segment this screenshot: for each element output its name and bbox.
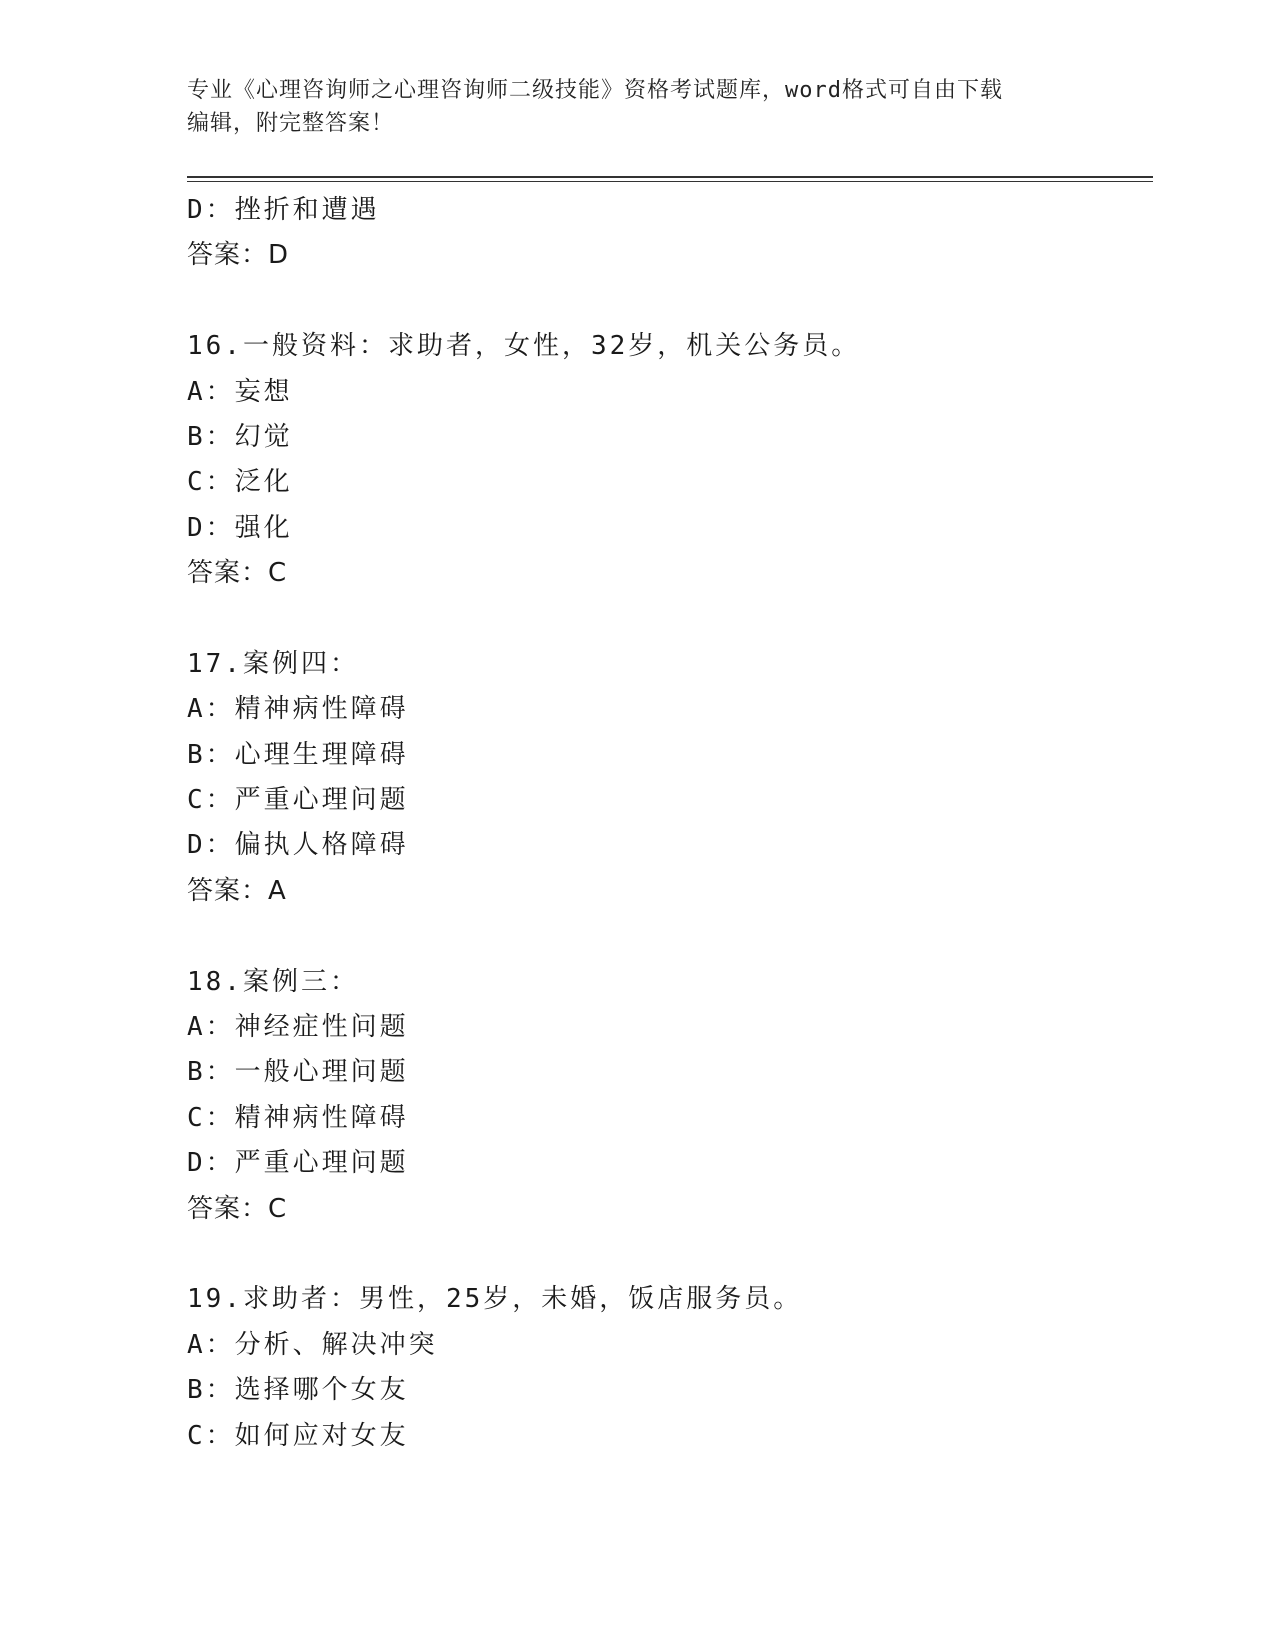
option-d: D：偏执人格障碍 [187,830,409,861]
spacer [187,279,1153,324]
question-stem: 19.求助者：男性，25岁，未婚，饭店服务员。 [187,1284,803,1315]
option-a: A：分析、解决冲突 [187,1329,438,1360]
option-c: C：严重心理问题 [187,785,409,816]
header-divider-thin [187,181,1153,182]
header-line-1: 专业《心理咨询师之心理咨询师二级技能》资格考试题库，word格式可自由下载 [187,78,1003,103]
question-18 [187,960,1153,1232]
spacer [187,914,1153,959]
spacer [187,597,1153,642]
option-c: C：泛化 [187,467,293,498]
option-a: A：神经症性问题 [187,1012,409,1043]
question-stem: 17.案例四： [187,648,359,679]
question-stem: 16.一般资料：求助者，女性，32岁，机关公务员。 [187,331,861,362]
question-stem: 18.案例三： [187,966,359,997]
header-divider-thick [187,176,1153,178]
option-b: B：一般心理问题 [187,1057,409,1088]
question-16 [187,324,1153,596]
answer: 答案：C [187,1193,288,1224]
header-line-2: 编辑，附完整答案！ [187,111,395,136]
option-c: C：精神病性障碍 [187,1102,409,1133]
answer: 答案：C [187,558,288,589]
document-header [187,74,1087,140]
spacer [187,1232,1153,1277]
option-b: B：幻觉 [187,421,293,452]
answer: 答案：A [187,875,287,906]
option-a: A：妄想 [187,376,293,407]
option-d: D：严重心理问题 [187,1148,409,1179]
option-b: B：心理生理障碍 [187,739,409,770]
question-list [187,188,1153,1459]
option-a: A：精神病性障碍 [187,694,409,725]
option-b: B：选择哪个女友 [187,1375,409,1406]
question-17 [187,642,1153,914]
option-c: C：如何应对女友 [187,1420,409,1451]
prev-option-d: D：挫折和遭遇 [187,195,380,225]
prev-answer: 答案：D [187,240,290,271]
option-d: D：强化 [187,512,293,543]
question-19 [187,1277,1153,1459]
